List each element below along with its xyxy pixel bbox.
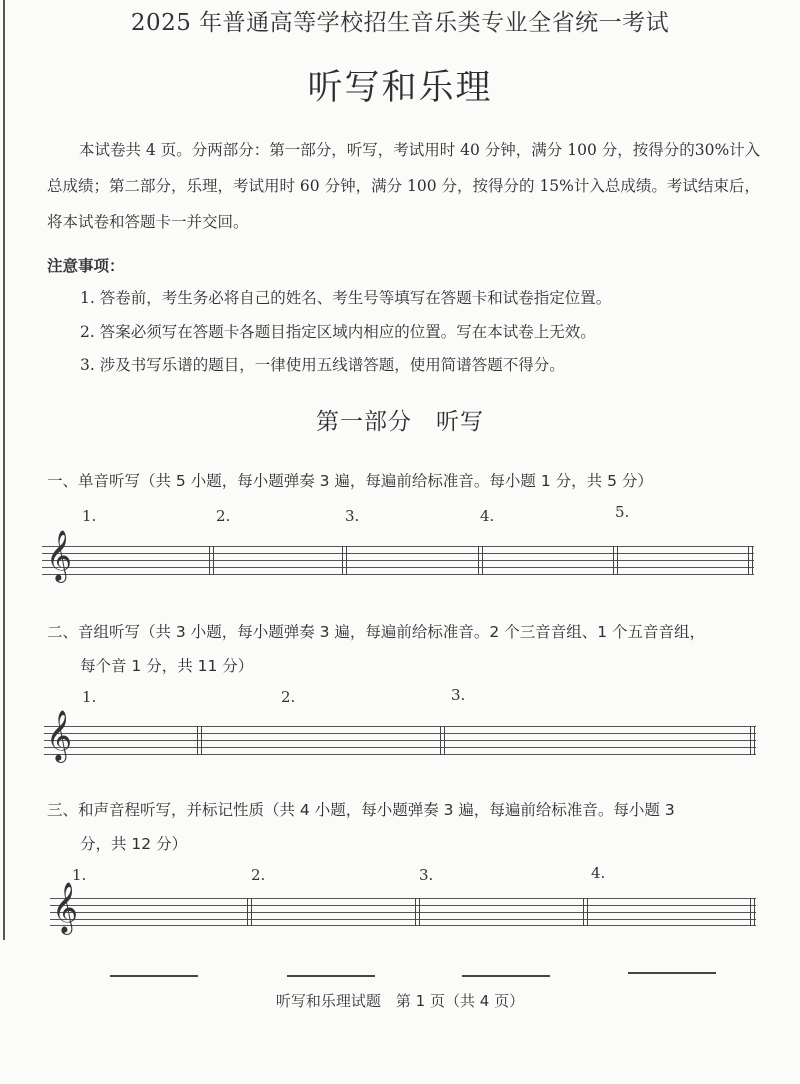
double-barline bbox=[478, 546, 483, 575]
q3-heading: 三、和声音程听写，并标记性质（共 4 小题，每小题弹奏 3 遍，每遍前给标准音。每小题 3 bbox=[47, 801, 675, 819]
q3-heading-cont: 分，共 12 分） bbox=[80, 835, 188, 853]
q3-number-3: 3. bbox=[419, 866, 434, 884]
q3-staff[interactable] bbox=[50, 882, 756, 933]
note-item-3: 3. 涉及书写乐谱的题目，一律使用五线谱答题，使用简谱答题不得分。 bbox=[80, 356, 565, 374]
q1-staff[interactable] bbox=[42, 530, 754, 581]
q1-heading: 一、单音听写（共 5 小题，每小题弹奏 3 遍，每遍前给标准音。每小题 1 分，共 5 分） bbox=[47, 472, 653, 490]
q2-number-3: 3. bbox=[451, 686, 466, 704]
page-scan-border bbox=[3, 0, 5, 940]
q3-answer-blank-2[interactable] bbox=[287, 975, 375, 977]
q2-heading-cont: 每个音 1 分，共 11 分） bbox=[80, 657, 254, 675]
double-barline bbox=[613, 546, 618, 575]
double-barline bbox=[583, 898, 588, 926]
q2-staff[interactable] bbox=[44, 710, 756, 761]
intro-line-3: 绩。考试结束后，将本试卷和答题卡一并交回。 bbox=[47, 177, 760, 231]
double-barline bbox=[440, 726, 445, 755]
q1-number-1: 1. bbox=[82, 507, 97, 525]
q1-number-2: 2. bbox=[216, 507, 231, 525]
q3-answer-blank-3[interactable] bbox=[462, 975, 550, 977]
q3-number-1: 1. bbox=[72, 866, 87, 884]
page-footer: 听写和乐理试题 第 1 页（共 4 页） bbox=[275, 992, 525, 1010]
q1-number-4: 4. bbox=[480, 507, 495, 525]
intro-line-1: 本试卷共 4 页。分两部分：第一部分，听写，考试用时 40 分钟，满分 100 分，按得分的 bbox=[79, 141, 695, 159]
double-barline bbox=[197, 726, 202, 755]
treble-clef-icon: 𝄞 bbox=[46, 530, 73, 581]
notes-heading: 注意事项： bbox=[47, 257, 125, 275]
note-item-1: 1. 答卷前，考生务必将自己的姓名、考生号等填写在答题卡和试卷指定位置。 bbox=[80, 289, 612, 307]
paper-title: 听写和乐理 bbox=[307, 68, 493, 108]
note-item-2: 2. 答案必须写在答题卡各题目指定区域内相应的位置。写在本试卷上无效。 bbox=[80, 323, 596, 341]
exam-title: 2025 年普通高等学校招生音乐类专业全省统一考试 bbox=[130, 10, 670, 36]
q3-answer-blank-1[interactable] bbox=[110, 975, 198, 977]
q2-number-1: 1. bbox=[82, 688, 97, 706]
double-barline bbox=[415, 898, 420, 926]
q3-number-4: 4. bbox=[591, 864, 606, 882]
final-barline bbox=[750, 726, 755, 755]
q1-number-5: 5. bbox=[615, 503, 630, 521]
intro-line-2: 30%计入总成绩；第二部分，乐理，考试用时 60 分钟，满分 100 分，按得分的 15%计入总成 bbox=[47, 141, 761, 195]
treble-clef-icon: 𝄞 bbox=[46, 710, 73, 761]
final-barline bbox=[750, 898, 755, 926]
q3-number-2: 2. bbox=[251, 866, 266, 884]
treble-clef-icon: 𝄞 bbox=[52, 882, 79, 933]
double-barline bbox=[342, 546, 347, 575]
final-barline bbox=[748, 546, 753, 575]
q2-number-2: 2. bbox=[281, 688, 296, 706]
section-title-part1: 第一部分 听写 bbox=[316, 409, 484, 435]
intro-paragraph bbox=[47, 132, 767, 240]
q3-answer-blank-4[interactable] bbox=[628, 972, 716, 974]
q1-number-3: 3. bbox=[345, 507, 360, 525]
double-barline bbox=[247, 898, 252, 926]
q2-heading: 二、音组听写（共 3 小题，每小题弹奏 3 遍，每遍前给标准音。2 个三音音组、1 个五音音组， bbox=[47, 623, 706, 641]
double-barline bbox=[209, 546, 214, 575]
